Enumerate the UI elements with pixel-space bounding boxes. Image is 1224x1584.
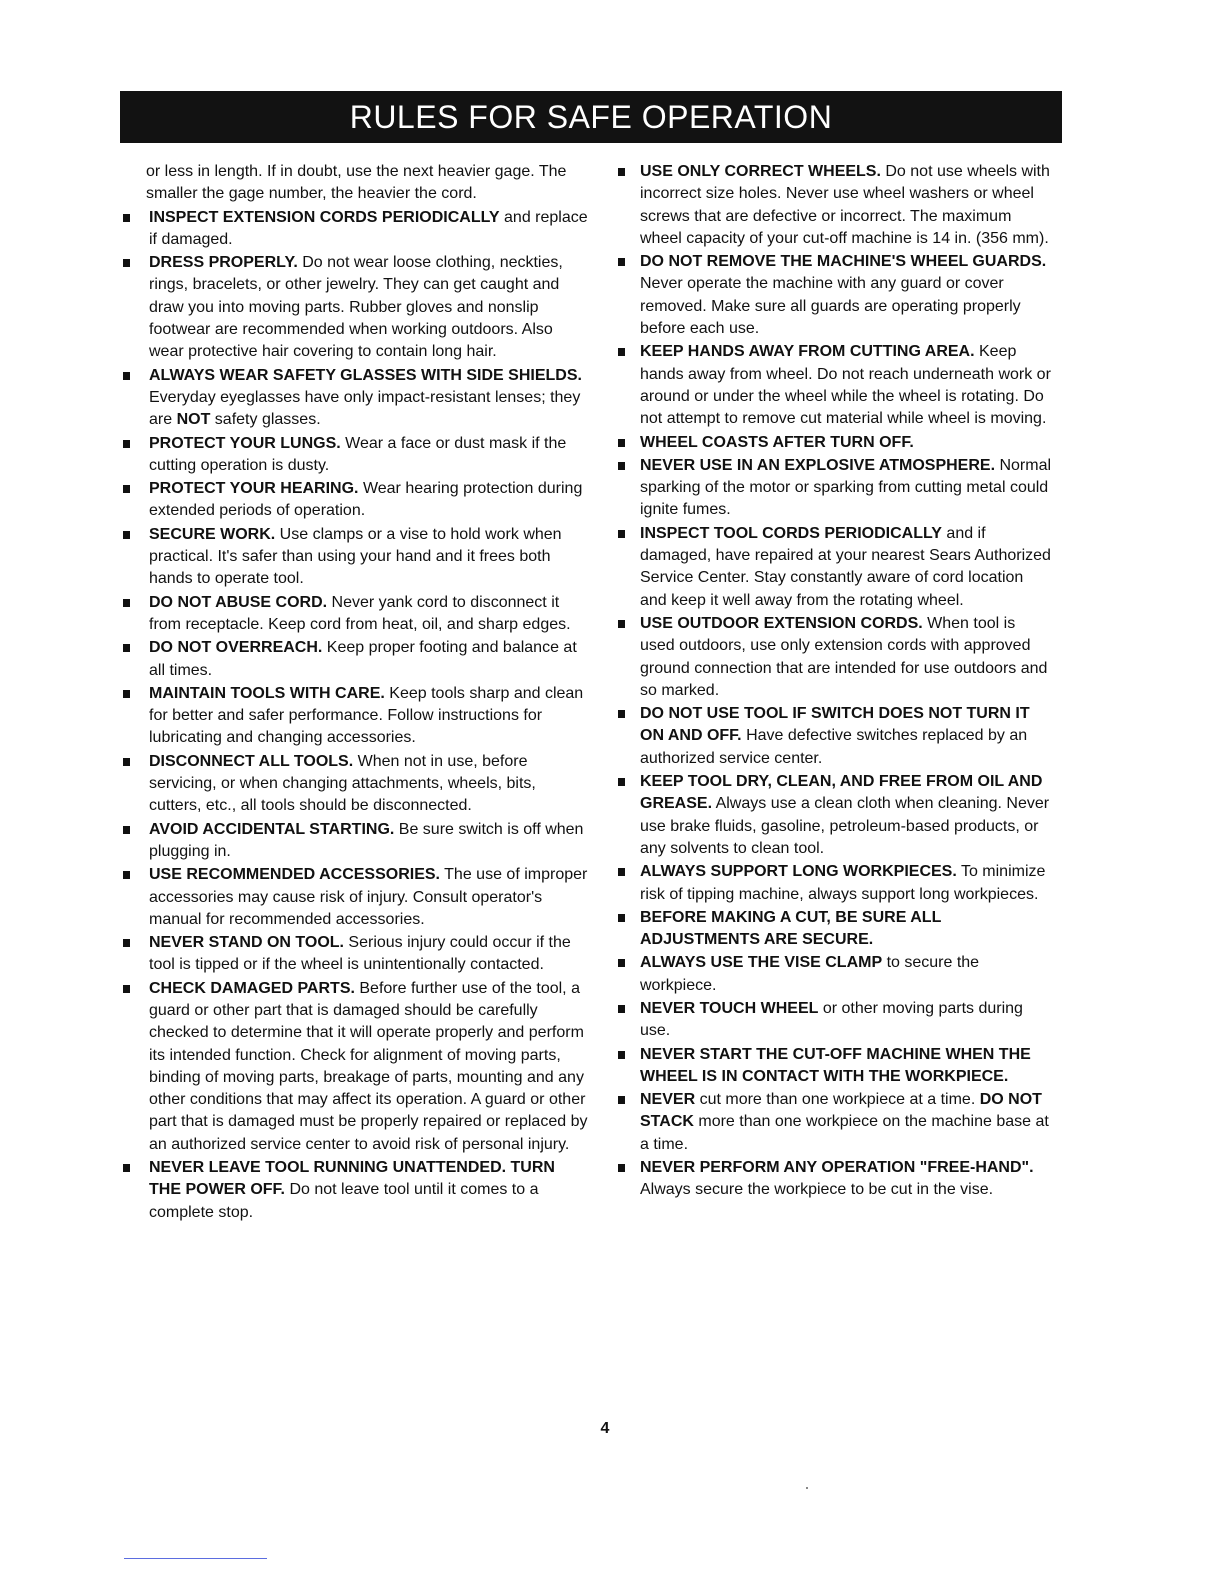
bullet-icon	[123, 758, 130, 766]
rule-heading: ALWAYS SUPPORT LONG WORKPIECES.	[640, 863, 957, 881]
rule-item	[122, 252, 588, 363]
rule-item	[122, 637, 588, 682]
bullet-icon	[123, 690, 130, 698]
bullet-icon	[618, 1164, 625, 1172]
rule-text-tail: more than one workpiece on the machine base at a time.	[640, 1113, 1049, 1153]
bullet-icon	[123, 644, 130, 652]
rule-heading: KEEP TOOL DRY, CLEAN, AND FREE FROM OIL AND GREASE.	[640, 773, 1043, 813]
rule-item	[613, 1044, 1053, 1089]
rule-heading: USE RECOMMENDED ACCESSORIES.	[149, 866, 440, 884]
rule-item	[613, 251, 1053, 340]
rule-item	[122, 592, 588, 637]
bullet-icon	[123, 440, 130, 448]
rule-item	[122, 1157, 588, 1224]
page-title: RULES FOR SAFE OPERATION	[120, 91, 1062, 143]
rule-item	[122, 932, 588, 977]
bullet-icon	[618, 258, 625, 266]
rule-text: Always use a clean cloth when cleaning. Never use brake fluids, gasoline, petroleum-based products, or any solvents to clean tool.	[640, 795, 1050, 857]
rule-text: or less in length. If in doubt, use the next heavier gage. The smaller the gage number, the heavier the cord.	[146, 163, 567, 203]
rule-heading: BEFORE MAKING A CUT, BE SURE ALL ADJUSTMENTS ARE SECURE.	[640, 908, 942, 949]
bullet-icon	[618, 348, 625, 356]
rule-item	[122, 478, 588, 523]
rule-heading: NEVER START THE CUT-OFF MACHINE WHEN THE WHEEL IS IN CONTACT WITH THE WORKPIECE.	[640, 1045, 1031, 1085]
rule-item	[122, 751, 588, 818]
rule-item	[122, 524, 588, 591]
rule-heading: INSPECT TOOL CORDS PERIODICALLY	[640, 524, 942, 542]
rule-heading: DO NOT USE TOOL IF SWITCH DOES NOT TURN IT ON AND OFF.	[640, 705, 1030, 745]
rule-text: Never yank cord to disconnect it from receptacle. Keep cord from heat, oil, and sharp edges.	[149, 593, 571, 633]
bullet-icon	[618, 710, 625, 718]
rule-heading: KEEP HANDS AWAY FROM CUTTING AREA.	[640, 343, 975, 361]
rule-text: Always secure the workpiece to be cut in the vise.	[640, 1181, 994, 1199]
bullet-icon	[618, 530, 625, 538]
rule-heading: DO NOT OVERREACH.	[149, 639, 323, 657]
bullet-icon	[618, 778, 625, 786]
rule-text: Be sure switch is off when plugging in.	[149, 820, 584, 860]
bullet-icon	[618, 620, 625, 628]
rule-item	[613, 1157, 1053, 1202]
rule-heading: NEVER PERFORM ANY OPERATION "FREE-HAND".	[640, 1159, 1034, 1177]
rule-heading: NEVER USE IN AN EXPLOSIVE ATMOSPHERE.	[640, 456, 996, 474]
bullet-icon	[123, 826, 130, 834]
rule-heading: CHECK DAMAGED PARTS.	[149, 979, 355, 997]
rule-text: Do not wear loose clothing, neckties, rings, bracelets, or other jewelry. They can get caught and draw you into moving parts. Rubber gloves and nonslip footwear are recommended when working outdoors. Also wear protective hair covering to contain long hair.	[149, 254, 563, 361]
rule-item	[613, 861, 1053, 906]
rule-text: Keep tools sharp and clean for better and safer performance. Follow instructions for lubricating and changing accessories.	[149, 684, 584, 747]
rule-heading: USE ONLY CORRECT WHEELS.	[640, 163, 881, 180]
rule-text: Wear hearing protection during extended periods of operation.	[149, 480, 583, 520]
rule-heading: DRESS PROPERLY.	[149, 254, 298, 272]
bullet-icon	[618, 959, 625, 967]
rule-item	[122, 365, 588, 432]
rule-text: Everyday eyeglasses have only impact-resistant lenses; they are	[149, 388, 581, 429]
rule-item	[613, 613, 1053, 702]
rule-item	[122, 978, 588, 1156]
rule-text: Before further use of the tool, a guard or other part that is damaged should be carefully checked to determine that it will operate properly and perform its intended function. Check for alignment of moving parts, binding of moving parts, breakage of parts, mounting and any other conditions that may affect its operation. A guard or other part that is damaged must be properly repaired or replaced by an authorized service center to avoid risk of personal injury.	[149, 979, 588, 1153]
rule-text: The use of improper accessories may cause risk of injury. Consult operator's manual for recommended accessories.	[149, 866, 588, 928]
rule-text: and if damaged, have repaired at your nearest Sears Authorized Service Center. Stay constantly aware of cord location and keep it well away from the rotating wheel.	[640, 524, 1051, 609]
rule-text: Serious injury could occur if the tool is tipped or if the wheel is unintentionally contacted.	[149, 934, 571, 974]
left-rules-column	[122, 161, 588, 1225]
bullet-icon	[618, 914, 625, 922]
rule-heading: MAINTAIN TOOLS WITH CARE.	[149, 684, 385, 702]
rule-text: Keep hands away from wheel. Do not reach underneath work or around or under the wheel while the wheel is rotating. Do not attempt to remove cut material while wheel is moving.	[640, 343, 1051, 428]
rule-heading: SECURE WORK.	[149, 525, 276, 543]
rule-heading: DO NOT REMOVE THE MACHINE'S WHEEL GUARDS.	[640, 253, 1047, 271]
rule-emphasis: NOT	[176, 411, 211, 429]
rule-text: Keep proper footing and balance at all times.	[149, 639, 577, 679]
bullet-icon	[123, 214, 130, 222]
rule-heading: DISCONNECT ALL TOOLS.	[149, 752, 354, 770]
rule-text: and replace if damaged.	[149, 208, 588, 248]
rule-item	[613, 771, 1053, 860]
rule-text: Do not leave tool until it comes to a complete stop.	[149, 1181, 539, 1221]
rule-heading: WHEEL COASTS AFTER TURN OFF.	[640, 433, 914, 451]
rule-item	[613, 432, 1053, 454]
rule-item	[122, 161, 588, 206]
rule-text: Use clamps or a vise to hold work when practical. It's safer than using your hand and it frees both hands to operate tool.	[149, 525, 562, 588]
rule-item	[122, 433, 588, 478]
rule-text: to secure the workpiece.	[640, 954, 980, 994]
bullet-icon	[123, 939, 130, 947]
scan-artifact-line	[124, 1558, 267, 1559]
scan-artifact-speck	[806, 1487, 808, 1489]
rule-text: To minimize risk of tipping machine, always support long workpieces.	[640, 863, 1046, 903]
bullet-icon	[618, 462, 625, 470]
rule-item	[613, 523, 1053, 612]
rule-text: When not in use, before servicing, or when changing attachments, wheels, bits, cutters, etc., all tools should be disconnected.	[149, 752, 536, 815]
rule-heading: NEVER LEAVE TOOL RUNNING UNATTENDED. TURN THE POWER OFF.	[149, 1159, 555, 1199]
rule-text-tail: safety glasses.	[210, 411, 321, 429]
bullet-icon	[618, 1096, 625, 1104]
rule-heading: PROTECT YOUR LUNGS.	[149, 434, 341, 452]
rule-heading: PROTECT YOUR HEARING.	[149, 480, 359, 498]
rule-heading: USE OUTDOOR EXTENSION CORDS.	[640, 614, 923, 632]
bullet-icon	[123, 985, 130, 993]
rule-item	[613, 455, 1053, 522]
rule-item	[613, 1089, 1053, 1156]
rule-item	[122, 207, 588, 252]
rule-item	[613, 952, 1053, 997]
rule-heading: NEVER TOUCH WHEEL	[640, 999, 819, 1017]
rule-text: cut more than one workpiece at a time.	[695, 1091, 980, 1109]
bullet-icon	[123, 531, 130, 539]
bullet-icon	[123, 871, 130, 879]
rule-heading: NEVER	[640, 1091, 696, 1109]
rule-heading: DO NOT ABUSE CORD.	[149, 593, 328, 611]
rule-item	[613, 907, 1053, 952]
rule-heading: INSPECT EXTENSION CORDS PERIODICALLY	[149, 208, 500, 226]
rule-item	[613, 703, 1053, 770]
rule-item	[613, 998, 1053, 1043]
rule-heading: ALWAYS WEAR SAFETY GLASSES WITH SIDE SHIELDS.	[149, 366, 582, 384]
rule-heading: ALWAYS USE THE VISE CLAMP	[640, 954, 883, 972]
rule-heading: NEVER STAND ON TOOL.	[149, 934, 344, 952]
rule-text: Normal sparking of the motor or sparking from cutting metal could ignite fumes.	[640, 456, 1052, 519]
rule-item	[122, 819, 588, 864]
rule-text: Never operate the machine with any guard or cover removed. Make sure all guards are operating properly before each use.	[640, 275, 1021, 338]
bullet-icon	[618, 868, 625, 876]
rule-text: Have defective switches replaced by an authorized service center.	[640, 727, 1028, 767]
rule-heading: AVOID ACCIDENTAL STARTING.	[149, 820, 395, 838]
rule-text: or other moving parts during use.	[640, 999, 1023, 1040]
bullet-icon	[618, 1051, 625, 1059]
rule-item	[613, 341, 1053, 430]
bullet-icon	[618, 1005, 625, 1013]
page-number: 4	[600, 1420, 610, 1437]
rule-item	[122, 683, 588, 750]
rule-text: Do not use wheels with incorrect size holes. Never use wheel washers or wheel screws that are defective or incorrect. The maximum wheel capacity of your cut-off machine is 14 in. (356 mm).	[640, 163, 1050, 247]
rule-item	[122, 864, 588, 931]
rule-item	[613, 161, 1053, 250]
bullet-icon	[618, 168, 625, 176]
right-rules-column	[613, 161, 1053, 1203]
bullet-icon	[123, 259, 130, 267]
rule-text: When tool is used outdoors, use only extension cords with approved ground connection that are intended for use outdoors and so marked.	[640, 614, 1048, 699]
rule-text: Wear a face or dust mask if the cutting operation is dusty.	[149, 434, 567, 474]
bullet-icon	[123, 1164, 130, 1172]
bullet-icon	[123, 372, 130, 380]
bullet-icon	[123, 599, 130, 607]
bullet-icon	[618, 439, 625, 447]
rule-emphasis: DO NOT STACK	[640, 1091, 1042, 1131]
bullet-icon	[123, 485, 130, 493]
